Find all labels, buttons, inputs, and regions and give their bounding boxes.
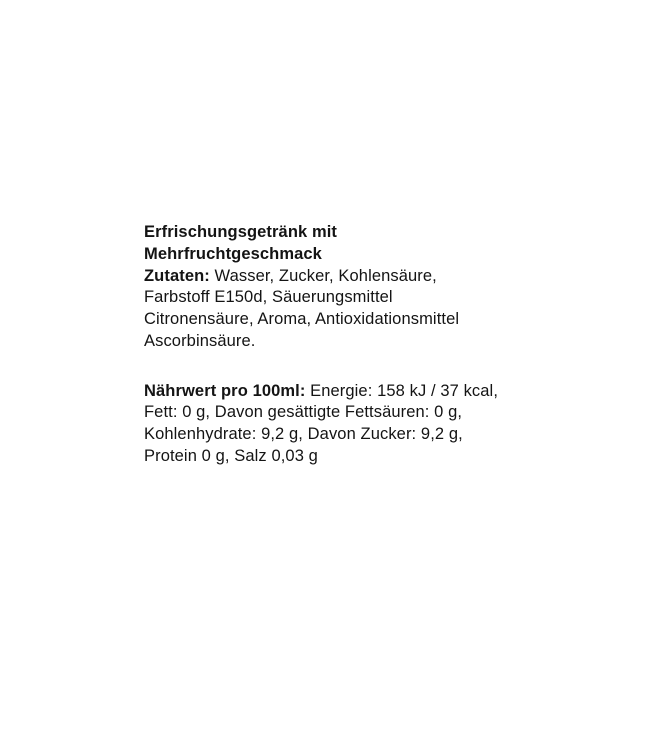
ingredients-paragraph	[144, 266, 504, 353]
nutrition-heading: Nährwert pro 100ml:	[144, 381, 306, 400]
section-spacer	[144, 353, 504, 381]
ingredients-text: Wasser, Zucker, Kohlensäure, Farbstoff E150d, Säuerungsmittel Citronensäure, Aroma, Antioxidationsmittel Ascorbinsäure.	[144, 266, 460, 350]
product-description-line-1: Erfrischungsgetränk mit	[144, 223, 338, 241]
product-description	[144, 222, 504, 266]
label-text-block	[144, 222, 504, 468]
ingredients-heading: Zutaten:	[144, 266, 210, 285]
nutrition-text: Energie: 158 kJ / 37 kcal, Fett: 0 g, Davon gesättigte Fettsäuren: 0 g, Kohlenhydrate: 9,2 g, Davon Zucker: 9,2 g, Protein 0 g, Salz 0,03 g	[144, 381, 499, 465]
product-description-line-2: Mehrfruchtgeschmack	[144, 244, 322, 263]
nutrition-paragraph	[144, 381, 504, 468]
